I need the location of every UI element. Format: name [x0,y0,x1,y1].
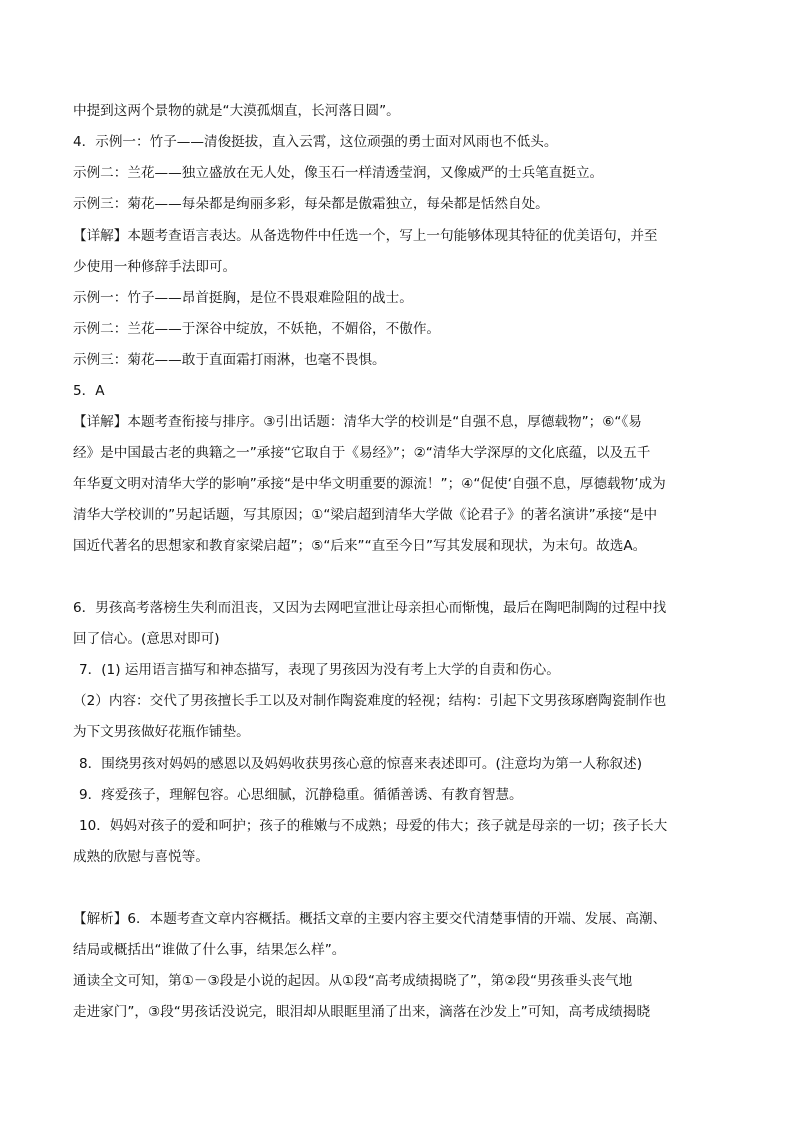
text-line: 通读全文可知，第①－③段是小说的起因。从①段“高考成绩揭晓了”，第②段“男孩垂头丧气地 [73,973,633,989]
text-line: 【详解】本题考查衔接与排序。③引出话题：清华大学的校训是“自强不息，厚德载物”；⑥“《易 [73,414,642,430]
text-line: 年华夏文明对清华大学的影响”承接“是中华文明重要的源流！”；④“促使‘自强不息，厚德载物’成为 [73,476,666,492]
text-line: 示例二：兰花——于深谷中绽放，不妖艳，不媚俗，不傲作。 [73,321,441,337]
text-line: 经》是中国最古老的典籍之一”承接“它取自于《易经》”；②“清华大学深厚的文化底蕴，以及五千 [73,445,651,461]
text-line: 回了信心。(意思对即可) [73,631,220,647]
text-line: 示例三：菊花——每朵都是绚丽多彩，每朵都是傲霜独立，每朵都是恬然自处。 [73,196,549,212]
text-line: （2）内容：交代了男孩擅长手工以及对制作陶瓷难度的轻视；结构：引起下文男孩琢磨陶瓷制作也 [73,693,667,709]
text-line: 少使用一种修辞手法即可。 [73,259,237,275]
text-line: 示例一：竹子——昂首挺胸，是位不畏艰难险阻的战士。 [73,290,413,306]
text-line: 6．男孩高考落榜生失利而沮丧，又因为去网吧宣泄让母亲担心而惭愧，最后在陶吧制陶的过程中找 [73,600,667,616]
text-line: 走进家门”，③段“男孩话没说完，眼泪却从眼眶里涌了出来，滴落在沙发上”可知，高考成绩揭晓 [73,1004,651,1020]
text-line: 成熟的欣慰与喜悦等。 [73,849,209,865]
text-line: 10．妈妈对孩子的爱和呵护；孩子的稚嫩与不成熟；母爱的伟大；孩子就是母亲的一切；孩子长大 [79,818,668,834]
text-line: 中提到这两个景物的就是“大漠孤烟直，长河落日圆”。 [73,103,400,119]
text-line: 国近代著名的思想家和教育家梁启超”；⑤“后来”“直至今日”写其发展和现状，为末句。故选A。 [73,538,647,554]
text-line: 8．围绕男孩对妈妈的感恩以及妈妈收获男孩心意的惊喜来表述即可。(注意均为第一人称叙述) [79,756,643,772]
text-line: 【详解】本题考查语言表达。从备选物件中任选一个，写上一句能够体现其特征的优美语句，并至 [73,228,658,244]
text-line: 9．疼爱孩子，理解包容。心思细腻，沉静稳重。循循善诱、有教育智慧。 [79,787,523,803]
text-line: 4．示例一：竹子——清俊挺拔，直入云霄，这位顽强的勇士面对风雨也不低头。 [73,134,558,150]
text-line: 结局或概括出“谁做了什么事，结果怎么样”。 [73,942,346,958]
text-line: 5．A [73,383,105,399]
text-line: 示例三：菊花——敢于直面霜打雨淋，也毫不畏惧。 [73,352,386,368]
text-line: 为下文男孩做好花瓶作铺垫。 [73,724,250,740]
text-line: 【解析】6．本题考查文章内容概括。概括文章的主要内容主要交代清楚事情的开端、发展、高潮、 [73,911,667,927]
text-line: 清华大学校训的”另起话题，写其原因；①“梁启超到清华大学做《论君子》的著名演讲”承接“是中 [73,507,658,523]
text-line: 7．(1) 运用语言描写和神态描写，表现了男孩因为没有考上大学的自责和伤心。 [79,662,560,678]
text-line: 示例二：兰花——独立盛放在无人处，像玉石一样清透莹润，又像威严的士兵笔直挺立。 [73,165,604,181]
